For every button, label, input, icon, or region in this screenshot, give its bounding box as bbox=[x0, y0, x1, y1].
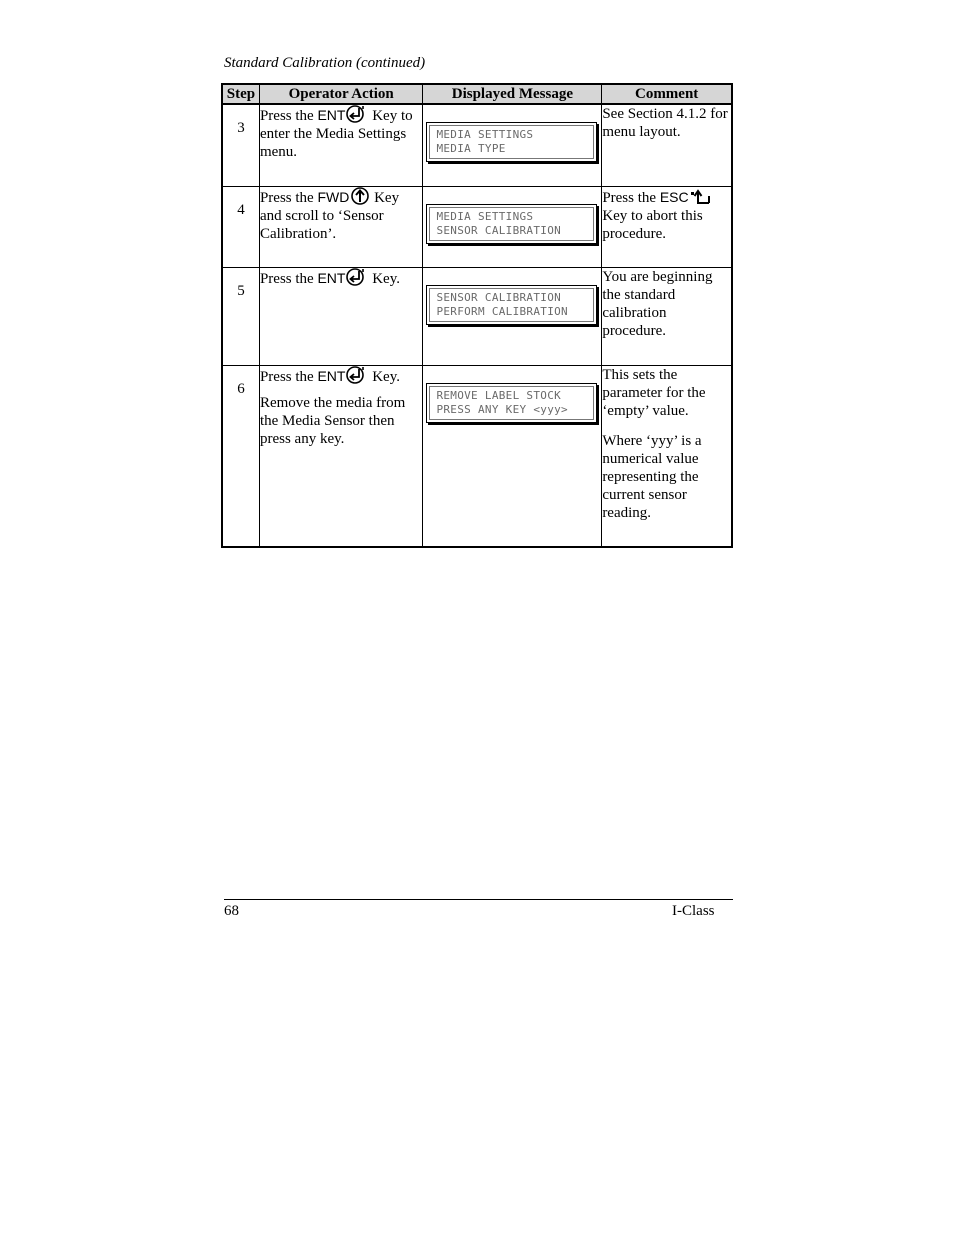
step-number: 5 bbox=[237, 282, 245, 299]
action-text: Press the ENT Key to enter the Media Settings menu. bbox=[259, 107, 413, 160]
ent-key: ENT bbox=[317, 107, 368, 123]
comment-cell bbox=[602, 365, 732, 547]
up-arrow-icon bbox=[350, 187, 370, 205]
table-header-row bbox=[222, 84, 732, 104]
action-text: Press the ENT Key. bbox=[259, 269, 400, 287]
comment-cell bbox=[602, 186, 732, 267]
table-row bbox=[222, 267, 732, 365]
lcd-display bbox=[426, 285, 597, 325]
table-row bbox=[222, 365, 732, 547]
enter-arrow-icon bbox=[346, 366, 368, 384]
product-name: I-Class bbox=[672, 903, 715, 919]
comment-extra-text: Where ‘yyy’ is a numerical value representing the current sensor reading. bbox=[602, 432, 702, 521]
comment-cell bbox=[602, 267, 732, 365]
lcd-line-1: REMOVE LABEL STOCK bbox=[436, 388, 562, 402]
step-cell bbox=[222, 267, 259, 365]
lcd-line-1: MEDIA SETTINGS bbox=[436, 209, 534, 223]
enter-arrow-icon bbox=[346, 105, 368, 123]
table-row bbox=[222, 186, 732, 267]
action-extra-text: Remove the media from the Media Sensor then press any key. bbox=[259, 394, 406, 447]
operator-action-cell bbox=[259, 104, 422, 186]
step-cell bbox=[222, 104, 259, 186]
comment-text: Press the ESC Key to abort this procedure. bbox=[602, 187, 731, 243]
step-cell bbox=[222, 186, 259, 267]
operator-action-cell bbox=[259, 365, 422, 547]
displayed-message-cell bbox=[423, 365, 602, 547]
lcd-line-1: SENSOR CALIBRATION bbox=[436, 290, 562, 304]
table-row bbox=[222, 104, 732, 186]
lcd-line-2: PERFORM CALIBRATION bbox=[436, 304, 568, 318]
fwd-key: FWD bbox=[317, 189, 370, 205]
action-text: Press the ENT Key. bbox=[259, 367, 400, 385]
enter-arrow-icon bbox=[346, 268, 368, 286]
comment-text: You are beginning the standard calibration procedure. bbox=[602, 268, 713, 339]
page-number: 68 bbox=[224, 903, 239, 919]
displayed-message-cell bbox=[423, 104, 602, 186]
displayed-message-cell bbox=[423, 267, 602, 365]
operator-action-cell bbox=[259, 267, 422, 365]
comment-cell bbox=[602, 104, 732, 186]
comment-text: This sets the parameter for the ‘empty’ value. bbox=[602, 366, 706, 419]
table-caption: Standard Calibration (continued) bbox=[224, 55, 426, 71]
step-number: 6 bbox=[237, 380, 245, 397]
ent-key: ENT bbox=[317, 270, 368, 286]
header-displayed-message: Displayed Message bbox=[423, 84, 602, 104]
lcd-line-2: PRESS ANY KEY <yyy> bbox=[436, 402, 568, 416]
footer-divider bbox=[224, 899, 733, 900]
displayed-message-cell bbox=[423, 186, 602, 267]
step-number: 4 bbox=[237, 201, 245, 218]
step-number: 3 bbox=[237, 120, 245, 136]
calibration-table bbox=[221, 83, 733, 548]
header-step: Step bbox=[222, 84, 259, 104]
lcd-line-2: SENSOR CALIBRATION bbox=[436, 223, 562, 237]
ent-key: ENT bbox=[317, 368, 368, 384]
escape-back-icon bbox=[690, 187, 712, 205]
esc-key: ESC bbox=[660, 189, 712, 205]
lcd-display bbox=[426, 383, 597, 423]
action-text: Press the FWD Key and scroll to ‘Sensor Calibration’. bbox=[259, 188, 400, 242]
lcd-line-2: MEDIA TYPE bbox=[436, 142, 506, 155]
header-comment: Comment bbox=[602, 84, 732, 104]
comment-text: See Section 4.1.2 for menu layout. bbox=[602, 106, 728, 140]
lcd-display bbox=[426, 122, 597, 162]
operator-action-cell bbox=[259, 186, 422, 267]
lcd-display bbox=[426, 204, 597, 244]
lcd-line-1: MEDIA SETTINGS bbox=[436, 128, 534, 141]
step-cell bbox=[222, 365, 259, 547]
header-operator-action: Operator Action bbox=[259, 84, 422, 104]
